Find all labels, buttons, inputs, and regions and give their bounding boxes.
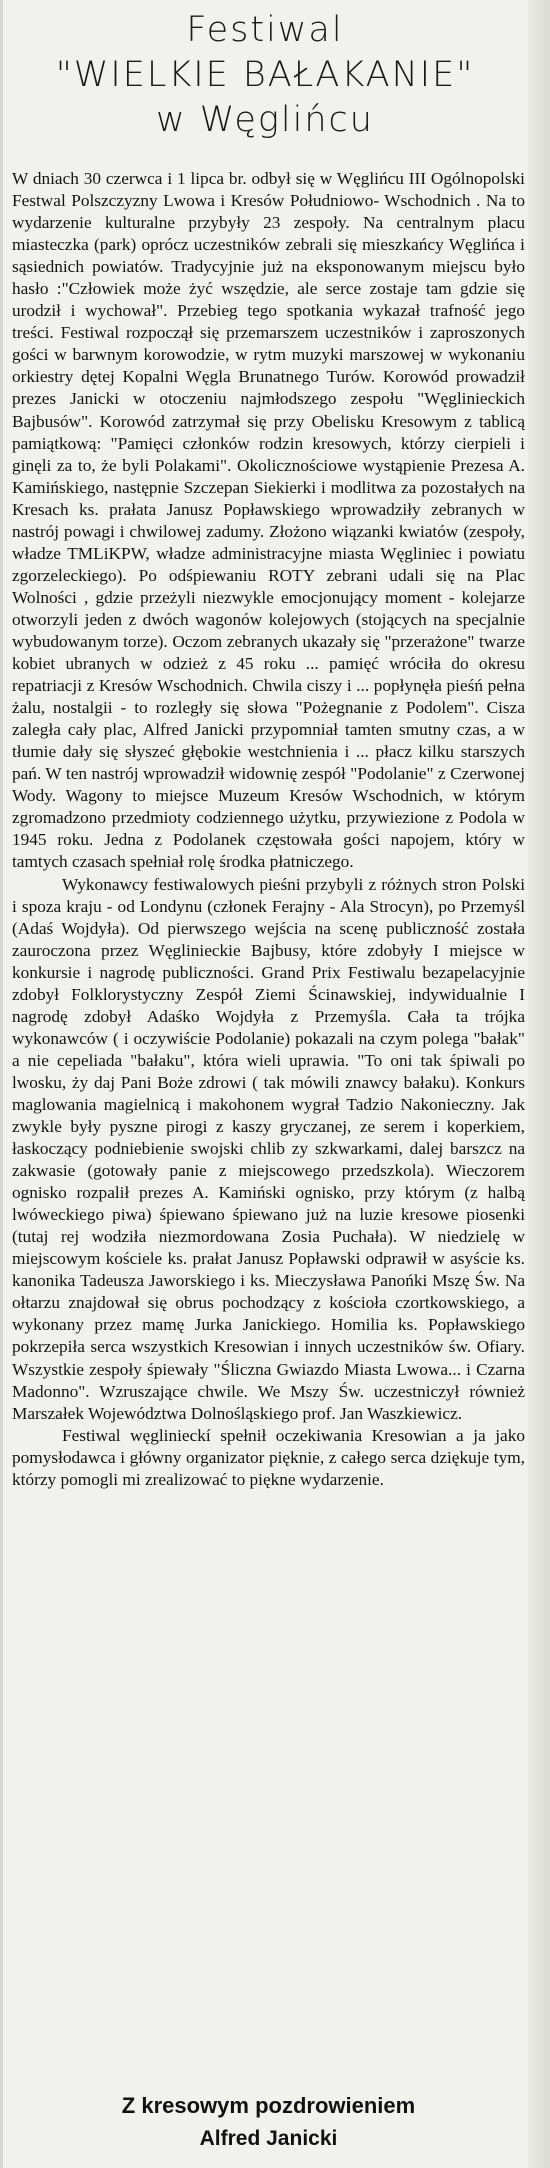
- article-body: [12, 168, 525, 1491]
- article-paragraph-1: W dniach 30 czerwca i 1 lipca br. odbył się w Węglińcu III Ogólnopolski Festwal Polszczyzny Lwowa i Kresów Południowo- Wschodnich . Na to wydarzenie kulturalne przybyły 23 zespoły. Na centralnym placu miasteczka (park) oprócz uczestników zebrali się mieszkańcy Węglińca i sąsiednich powiatów. Tradycyjnie już na eksponowanym miejscu było hasło :"Człowiek może żyć wszędzie, ale serce zostaje tam gdzie się urodził i wychował". Przebieg tego spotkania wykazał trafność jego treści. Festiwal rozpoczął się przemarszem uczestników i zaproszonych gości w barwnym korowodzie, w rytm muzyki marszowej w wykonaniu orkiestry dętej Kopalni Węgla Brunatnego Turów. Korowód prowadził prezes Janicki w otoczeniu najmłodszego zespołu "Węglinieckich Bajbusów". Korowód zatrzymał się przy Obelisku Kresowym z tablicą pamiątkową: "Pamięci członków rodzin kresowych, którzy cierpieli i ginęli za to, że byli Polakami". Okolicznościowe wystąpienie Prezesa A. Kamińskiego, następnie Szczepan Siekierki i modlitwa za pozostałych na Kresach ks. prałata Janusz Popławskiego wprowadziły zebranych w nastrój powagi i chwilowej zadumy. Złożono wiązanki kwiatów (zespoły, władze TMLiKPW, władze administracyjne miasta Węgliniec i powiatu zgorzeleckiego). Po odśpiewaniu ROTY zebrani udali się na Plac Wolności , gdzie przeżyli niezwykle emocjonujący moment - kolejarze otworzyli jeden z dwóch wagonów kolejowych (stojących na specjalnie wybudowanym torze). Oczom zebranych ukazały się "przerażone" twarze kobiet ubranych w odzież z 45 roku ... pamięć wróciła do okresu repatriacji z Kresów Wschodnich. Chwila ciszy i ... popłynęła pieśń pełna żalu, nostalgii - to rozległy się słowa "Pożegnanie z Podolem". Cisza zaległa cały plac, Alfred Janicki przypomniał tamten smutny czas, a w tłumie dały się słyszeć głębokie westchnienia i ... płacz kilku starszych pań. W ten nastrój wprowadził widownię zespół "Podolanie" z Czerwonej Wody. Wagony to miejsce Muzeum Kresów Wschodnich, w którym zgromadzono przedmioty codziennego użytku, przywiezione z Podola w 1945 roku. Jedna z Podolanek częstowała gości napojem, który w tamtych czasach spełniał rolę środka płatniczego.: [12, 169, 525, 872]
- headline-line-3: w Węglińcu: [156, 100, 374, 140]
- signature-greeting: Z kresowym pozdrowieniem: [121, 2093, 416, 2118]
- adjacent-page-edge: [528, 0, 550, 2168]
- headline-line-1: Festiwal: [186, 10, 344, 50]
- article-paragraph-3: Festiwal węglinieckí spełnił oczekiwania Kresowian a ja jako pomysłodawca i główny organizator pięknie, z całego serca dziękuje tym, którzy pomogli mi zrealizować to piękne wydarzenie.: [12, 1425, 525, 1489]
- article-headline: [0, 8, 530, 143]
- signature-author: Alfred Janicki: [199, 2127, 338, 2150]
- article-paragraph-2: Wykonawcy festiwalowych pieśni przybyli z różnych stron Polski i spoza kraju - od Londynu (członek Ferajny - Ala Strocyn), po Przemyśl (Adaś Wojdyła). Od pierwszego wejścia na scenę publiczność została zauroczona przez Węglinieckie Bajbusy, które zdobyły I miejsce w konkursie i nagrodę publiczności. Grand Prix Festiwalu bezapelacyjnie zdobył Folklorystyczny Zespół Ziemi Ścinawskiej, indywidualnie I nagrodę zdobył Adaśko Wojdyła z Przemyśla. Cała ta trójka wykonawców ( i oczywiście Podolanie) pokazali na czym polega "bałak" a nie cepeliada "bałaku", która wieli uprawia. "To oni tak śpiwali po lwosku, ży daj Pani Boże zdrowi ( tak mówili znawcy bałaku). Konkurs maglowania magielnicą i makohonem wygrał Tadzio Nakonieczny. Jak zwykle były pyszne pirogi z kaszy gryczanej, ze serem i koperkiem, łaskoczący podniebienie swojski chlib zy szkwarkami, dalej barszcz na zakwasie (gotowały panie z miejscowego przedszkola). Wieczorem ognisko rozpalił prezes A. Kamiński ognisko, przy którym (z halbą lwóweckiego piwa) śpiewano śpiewano już na luzie kresowe piosenki (tutaj rej wodziła niezmordowana Zosia Puchała). W niedzielę w miejscowym kościele ks. prałat Janusz Popławski odprawił w asyście ks. kanonika Tadeusza Jaworskiego i ks. Mieczysława Panońki Mszę Św. Na ołtarzu znajdował się obrus pochodzący z kościoła czortkowskiego, a wykonany przez mamę Jurka Janickiego. Homilia ks. Popławskiego pokrzepiła serca wszystkich Kresowian i innych uczestników św. Ofiary. Wszystkie zespoły śpiewały "Śliczna Gwiazdo Miasta Lwowa... i Czarna Madonno". Wzruszające chwile. We Mszy Św. uczestniczył również Marszałek Województwa Dolnośląskiego prof. Jan Waszkiewicz.: [12, 874, 525, 1423]
- page-fold-shadow: [0, 0, 3, 2168]
- headline-line-2: "WIELKIE BAŁAKANIE": [55, 55, 475, 95]
